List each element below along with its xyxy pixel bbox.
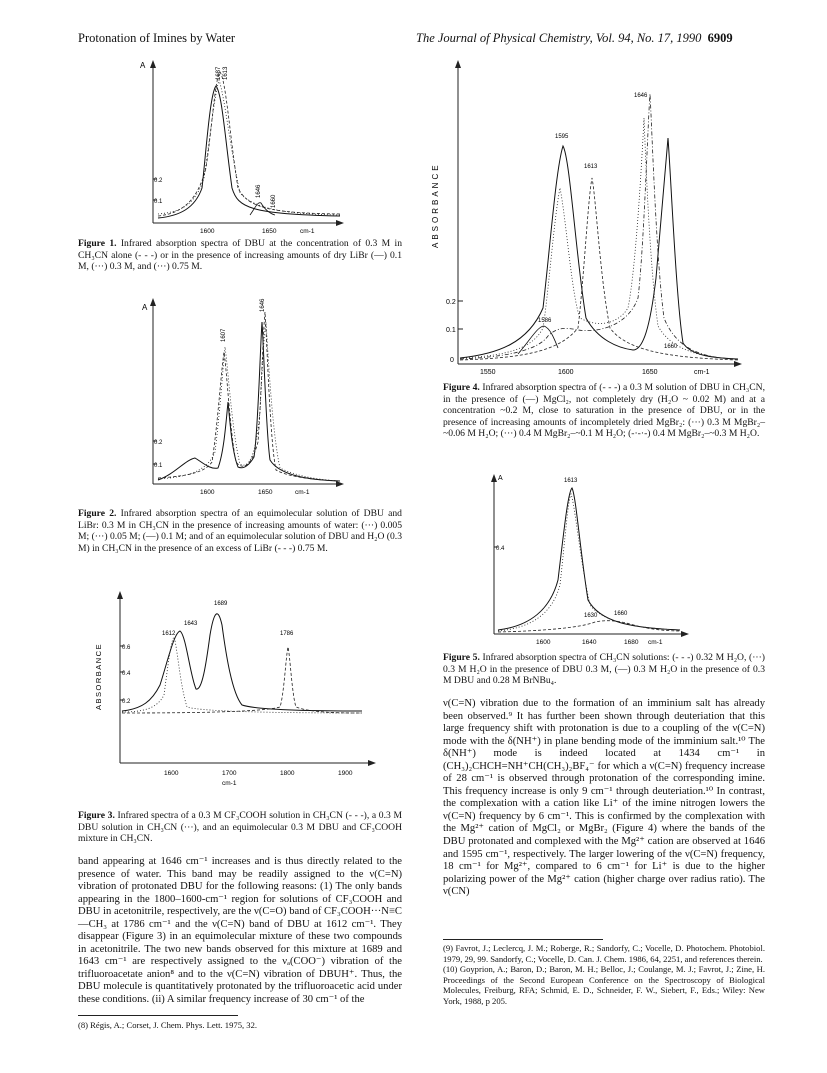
fig2-xtick-1650: 1650 [258, 489, 273, 496]
fig4-xtick-1650: 1650 [642, 369, 658, 376]
fig2-peak-1646: 1646 [260, 298, 266, 312]
fig4-tick-0-1: 0.1 [446, 327, 456, 334]
footnote-10: (10) Goyprion, A.; Baron, D.; Baron, M. H.; Belloc, J.; Coulange, M. J.; Favrot, J.; Zine, H. Proceedings of the Second European Conference on the Spectroscopy of Biological Molecules, Freiburg, RFA; Schmid, E. D., Schneider, F. W., Siebert, F., Eds.; Wiley: New York, 1988, p 205. [443, 964, 765, 1006]
fig3-xtick-1600: 1600 [164, 770, 179, 777]
fig5-y-axis-label: A [498, 475, 503, 482]
fig2-xtick-1600: 1600 [200, 489, 215, 496]
figure-5-caption-text: Infrared absorption spectra of CH₃CN solutions: (- - -) 0.32 M H₂O, (···) 0.3 M H₂O in the presence of DBU 0.3 M, (—) 0.3 M H₂O in the presence of 0.3 M DBU and 0.28 M BrNBu₄. [443, 652, 765, 687]
figure-3-caption-text: Infrared spectra of a 0.3 M CF₃COOH solution in CH₃CN (- - -), a 0.3 M DBU solution in CH₃CN (···), and an equimolecular 0.3 M DBU and CF₃COOH mixture in CH₃CN. [78, 810, 402, 845]
figure-4-label: Figure 4. [443, 382, 480, 393]
journal-citation [416, 31, 733, 46]
fig2-curve-dotted [158, 322, 340, 481]
fig3-xtick-1800: 1800 [280, 770, 295, 777]
fig2-x-unit: cm-1 [295, 489, 310, 496]
fig3-tick-0-6: 0.6 [122, 645, 131, 651]
figure-4-caption [443, 382, 765, 440]
fig5-curve-dotted [498, 494, 680, 631]
fig4-tick-0: 0 [450, 357, 454, 364]
fig2-peak-1607: 1607 [221, 328, 227, 342]
fig4-shoulder-1586 [518, 326, 558, 354]
journal-name: The Journal of Physical Chemistry, Vol. 94, No. 17, 1990 [416, 31, 702, 45]
fig4-x-unit: cm-1 [694, 369, 710, 376]
fig4-curve-mgbr2-b [460, 94, 738, 359]
fig4-peak-1646: 1646 [634, 93, 648, 99]
figure-1-spectrum [140, 58, 350, 236]
fig4-xtick-1550: 1550 [480, 369, 496, 376]
figure-1-caption-text: Infrared absorption spectra of DBU at the concentration of 0.3 M in CH₃CN alone (- - -) or in the presence of increasing amounts of dry LiBr (—) 0.1 M, (···) 0.3 M, and (···) 0.75 M. [78, 238, 402, 273]
fig4-curve-mgbr2-a [460, 118, 738, 359]
fig3-peak-1643: 1643 [184, 621, 198, 627]
fig4-peak-1595: 1595 [555, 134, 569, 140]
fig4-y-axis-label: ABSORBANCE [431, 162, 440, 248]
fig3-tick-0-4: 0.4 [122, 671, 131, 677]
fig5-peak-1630: 1630 [584, 613, 598, 619]
fig5-xtick-1600: 1600 [536, 639, 551, 646]
fig3-y-axis-label: ABSORBANCE [94, 642, 103, 710]
figure-1-caption [78, 238, 402, 273]
fig5-x-unit: cm-1 [648, 639, 663, 646]
fig1-peak-1646: 1646 [256, 184, 262, 198]
figure-5-caption [443, 652, 765, 687]
figure-2-caption [78, 508, 402, 554]
fig1-x-unit: cm-1 [300, 228, 315, 235]
fig3-peak-1612: 1612 [162, 631, 176, 637]
page-number: 6909 [707, 31, 733, 45]
figure-1-label: Figure 1. [78, 238, 117, 249]
figure-3-caption [78, 810, 402, 845]
fig1-xtick-1650: 1650 [262, 228, 277, 235]
fig1-peak-1687: 1687 [216, 66, 222, 80]
fig4-tick-0-2: 0.2 [446, 299, 456, 306]
fig1-y-axis-label: A [140, 61, 146, 70]
right-column-text: ν(C=N) vibration due to the formation of an imminium salt has already been observed.⁹ It has further been shown through deuteriation that this large frequency shift with protonation is due to a coupling of the ν(C=N) mode with the δ(NH⁺) in plane bending mode of the imminium salt.¹⁰ The δ(NH⁺) mode is indeed located at 1434 cm⁻¹ in (CH₃)₂CHCH=NH⁺CH(CH₃)₂BF₄⁻ for which a ν(C=N) frequency increase of 28 cm⁻¹ is observed through protonation of the corresponding imine. This frequency increase is only 9 cm⁻¹ through deuteriation.¹⁰ In contrast, the complexation with a cation like Li⁺ of the imine nitrogen lowers the ν(C=N) frequency by 6 cm⁻¹. This is confirmed by the complexation with the Mg²⁺ cation of MgCl₂ or MgBr₂ (Figure 4) where the bands of the DBU protonated and complexed with the Mg²⁺ cation are observed at 1646 and 1595 cm⁻¹, respectively. The larger lowering of the ν(C=N) frequency, 18 cm⁻¹ for Mg²⁺, compared to 6 cm⁻¹ for Li⁺ is due to the higher polarizing power of the Mg²⁺ cation (higher charge over radius ratio). The ν(CN) [443, 698, 765, 898]
figure-3-spectrum [92, 585, 382, 807]
figure-4-caption-text: Infrared absorption spectra of (- - -) a 0.3 M solution of DBU in CH₃CN, in the presence of (—) MgCl₂, not completely dry (H₂O ~ 0.02 M) and at a concentration ~0.2 M, close to saturation in the presence of DBU, or in the presence of increasing amounts of incompletely dried MgBr₂: (···) 0.3 M MgBr₂–~0.06 M H₂O; (···) 0.4 M MgBr₂–~0.1 M H₂O; (-·-·-) 0.4 M MgBr₂–~0.3 M H₂O. [443, 382, 765, 440]
fig2-tick-0-2: 0.2 [154, 440, 163, 446]
fig3-xtick-1700: 1700 [222, 770, 237, 777]
figure-2-label: Figure 2. [78, 508, 117, 519]
fig3-curve-cf3cooh [122, 647, 362, 713]
figure-2-spectrum [140, 292, 350, 502]
fig3-curve-dbu [122, 637, 362, 713]
fig1-curve-dashed [158, 72, 340, 216]
fig1-xtick-1600: 1600 [200, 228, 215, 235]
fig5-curve-solid [498, 488, 680, 630]
fig5-peak-1613: 1613 [564, 478, 578, 484]
footnotes-right [443, 943, 765, 1006]
fig3-xtick-1900: 1900 [338, 770, 353, 777]
fig1-tick-0-2: 0.2 [154, 178, 163, 184]
fig5-xtick-1640: 1640 [582, 639, 597, 646]
fig5-peak-1660: 1660 [614, 611, 628, 617]
fig1-peak-1613: 1613 [223, 66, 229, 80]
fig3-curve-mixture [122, 614, 362, 711]
figure-5-spectrum [480, 470, 700, 648]
fig1-peak-1660: 1660 [271, 194, 277, 208]
fig5-xtick-1680: 1680 [624, 639, 639, 646]
left-column-text: band appearing at 1646 cm⁻¹ increases and is thus directly related to the presence of water. This band may be readily assigned to the ν(C=N) vibration of protonated DBU for the following reasons: (1) The only bands appearing in the 1800–1600-cm⁻¹ region for solutions of CF₃COOH and DBU in acetonitrile, respectively, are the ν(C=O) band of CF₃COOH···N≡C—CH₃ at 1786 cm⁻¹ and the ν(C=N) band of DBU at 1612 cm⁻¹. They disappear (Figure 3) in an equimolecular mixture of these two compounds in acetonitrile. The two new bands observed for this mixture at 1689 and 1643 cm⁻¹ are respectively assigned to the νₐ(COO⁻) vibration of the trifluoroacetate anion⁸ and to the ν(C=N) vibration of DBUH⁺. Thus, the DBU molecule is quantitatively protonated by the trifluoroacetic acid under these conditions. (ii) A similar frequency increase of 30 cm⁻¹ of the [78, 856, 402, 1006]
fig1-tick-0-1: 0.1 [154, 199, 163, 205]
figure-4-spectrum [418, 58, 748, 378]
figure-2-caption-text: Infrared absorption spectra of an equimolecular solution of DBU and LiBr: 0.3 M in CH₃CN in the presence of increasing amounts of water: (···) 0.005 M; (···) 0.05 M; (—) 0.1 M; and of an equimolecular solution of DBU and H₂O (0.3 M) in CH₃CN in the presence of an excess of LiBr (- - -) 0.75 M. [78, 508, 402, 554]
fig3-tick-0-2: 0.2 [122, 699, 131, 705]
fig2-curve-dashed [158, 312, 340, 481]
fig5-tick-0-4: 0.4 [496, 546, 505, 552]
footnote-8: (8) Régis, A.; Corset, J. Chem. Phys. Lett. 1975, 32. [78, 1020, 258, 1030]
fig2-tick-0-1: 0.1 [154, 463, 163, 469]
fig3-x-unit: cm-1 [222, 780, 237, 787]
fig2-curve-solid [158, 322, 340, 481]
fig4-xtick-1600: 1600 [558, 369, 574, 376]
fig3-peak-1786: 1786 [280, 631, 294, 637]
figure-5-label: Figure 5. [443, 652, 480, 663]
fig4-peak-1660: 1660 [664, 344, 678, 350]
fig4-peak-1586: 1586 [538, 318, 552, 324]
fig4-curve-dbu [460, 178, 738, 360]
fig4-curve-mgcl2 [460, 138, 738, 359]
fig4-peak-1613: 1613 [584, 164, 598, 170]
figure-3-label: Figure 3. [78, 810, 115, 821]
footnote-divider-right [443, 939, 603, 940]
fig1-curve-solid [158, 86, 340, 218]
running-head: Protonation of Imines by Water [78, 31, 236, 45]
fig2-y-axis-label: A [142, 303, 148, 312]
fig1-curve-dotted [158, 80, 340, 215]
footnote-9: (9) Favrot, J.; Leclercq, J. M.; Roberge, R.; Sandorfy, C.; Vocelle, D. Photochem. Photobiol. 1979, 29, 99. Sandorfy, C.; Vocelle, D. Can. J. Chem. 1986, 64, 2251, and references therein. [443, 943, 765, 964]
footnote-divider-left [78, 1015, 238, 1016]
fig3-peak-1689: 1689 [214, 601, 228, 607]
